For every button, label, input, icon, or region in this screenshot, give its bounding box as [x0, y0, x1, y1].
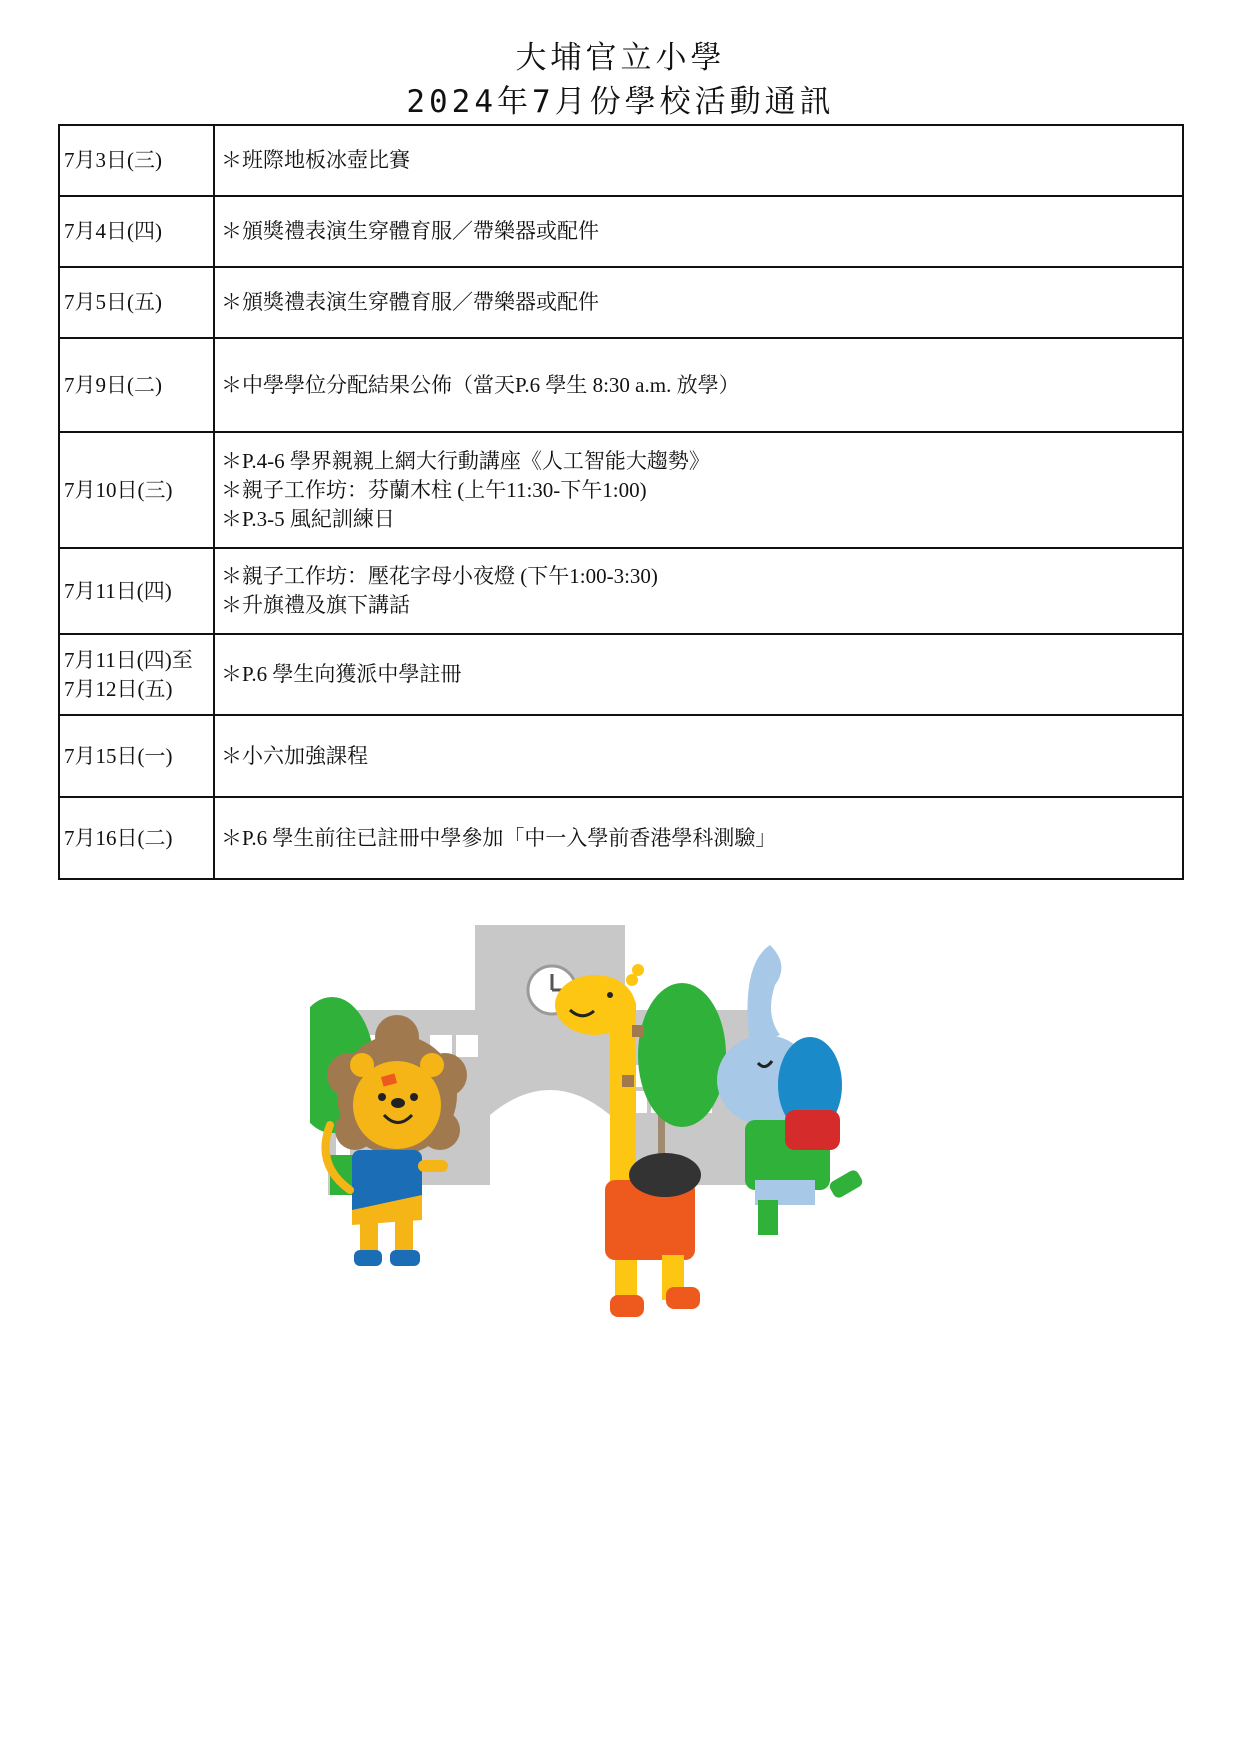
event-date: 7月3日(三): [59, 125, 214, 196]
event-description: ＊中學學位分配結果公佈（當天P.6 學生 8:30 a.m. 放學）: [214, 338, 1183, 432]
events-table: [58, 124, 1184, 880]
event-description: ＊親子工作坊：壓花字母小夜燈 (下午1:00-3:30) ＊升旗禮及旗下講話: [214, 548, 1183, 634]
table-row: [59, 125, 1183, 196]
table-row: [59, 797, 1183, 879]
school-animals-illustration: [310, 925, 950, 1365]
event-date: 7月10日(三): [59, 432, 214, 548]
event-date: 7月9日(二): [59, 338, 214, 432]
table-row: [59, 432, 1183, 548]
table-row: [59, 338, 1183, 432]
event-description: ＊P.6 學生前往已註冊中學參加「中一入學前香港學科測驗」: [214, 797, 1183, 879]
newsletter-title: 2024年7月份學校活動通訊: [406, 84, 835, 120]
event-date: 7月5日(五): [59, 267, 214, 338]
table-row: [59, 715, 1183, 797]
event-date: 7月16日(二): [59, 797, 214, 879]
table-row: [59, 548, 1183, 634]
event-description: ＊頒獎禮表演生穿體育服／帶樂器或配件: [214, 267, 1183, 338]
event-date: 7月4日(四): [59, 196, 214, 267]
event-description: ＊頒獎禮表演生穿體育服／帶樂器或配件: [214, 196, 1183, 267]
event-description: ＊P.6 學生向獲派中學註冊: [214, 634, 1183, 715]
table-row: [59, 196, 1183, 267]
school-name: 大埔官立小學: [515, 40, 726, 76]
page-header: [0, 36, 1241, 124]
event-date: 7月15日(一): [59, 715, 214, 797]
event-description: ＊P.4-6 學界親親上網大行動講座《人工智能大趨勢》 ＊親子工作坊：芬蘭木柱 (上午11:30-下午1:00) ＊P.3-5 風紀訓練日: [214, 432, 1183, 548]
table-row: [59, 267, 1183, 338]
event-date: 7月11日(四): [59, 548, 214, 634]
event-date: 7月11日(四)至 7月12日(五): [59, 634, 214, 715]
elephant-character-icon: [717, 945, 864, 1235]
table-row: [59, 634, 1183, 715]
event-description: ＊班際地板冰壺比賽: [214, 125, 1183, 196]
event-description: ＊小六加強課程: [214, 715, 1183, 797]
